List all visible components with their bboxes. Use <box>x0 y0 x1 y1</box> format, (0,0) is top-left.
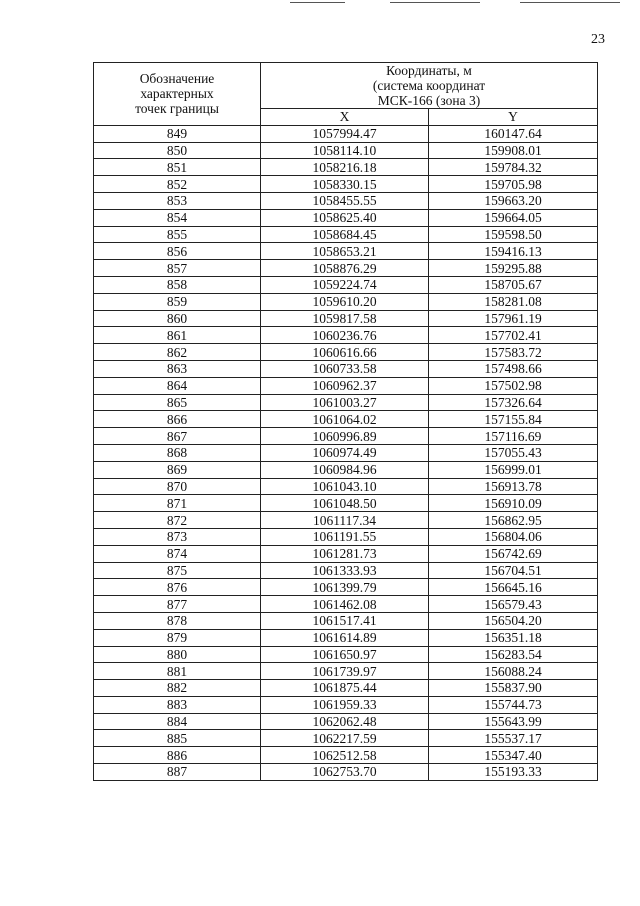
point-id-cell: 867 <box>94 428 261 445</box>
point-id-cell: 882 <box>94 680 261 697</box>
y-coordinate-cell: 157055.43 <box>429 444 598 461</box>
x-coordinate-cell: 1058114.10 <box>261 142 429 159</box>
y-coordinate-cell: 156504.20 <box>429 612 598 629</box>
table-row <box>94 276 598 293</box>
table-row <box>94 596 598 613</box>
table-row <box>94 360 598 377</box>
y-coordinate-cell: 159784.32 <box>429 159 598 176</box>
table-row <box>94 125 598 142</box>
table-row <box>94 629 598 646</box>
x-coordinate-cell: 1061003.27 <box>261 394 429 411</box>
x-coordinate-cell: 1058684.45 <box>261 226 429 243</box>
table-row <box>94 579 598 596</box>
table-row <box>94 646 598 663</box>
point-id-cell: 857 <box>94 260 261 277</box>
point-id-cell: 886 <box>94 747 261 764</box>
top-scan-line-2 <box>390 2 480 3</box>
point-id-cell: 881 <box>94 663 261 680</box>
point-id-cell: 878 <box>94 612 261 629</box>
header-coordinates: Координаты, м (система координат МСК-166 (зона 3) <box>261 63 598 109</box>
point-id-cell: 862 <box>94 344 261 361</box>
y-coordinate-cell: 156645.16 <box>429 579 598 596</box>
table-row <box>94 528 598 545</box>
x-coordinate-cell: 1061650.97 <box>261 646 429 663</box>
point-id-cell: 865 <box>94 394 261 411</box>
point-id-cell: 873 <box>94 528 261 545</box>
point-id-cell: 866 <box>94 411 261 428</box>
y-coordinate-cell: 157326.64 <box>429 394 598 411</box>
y-coordinate-cell: 159705.98 <box>429 176 598 193</box>
y-coordinate-cell: 159663.20 <box>429 192 598 209</box>
x-coordinate-cell: 1061281.73 <box>261 545 429 562</box>
point-id-cell: 868 <box>94 444 261 461</box>
y-coordinate-cell: 159295.88 <box>429 260 598 277</box>
table-row <box>94 159 598 176</box>
point-id-cell: 869 <box>94 461 261 478</box>
table-row <box>94 495 598 512</box>
table-row <box>94 747 598 764</box>
table-row <box>94 327 598 344</box>
y-coordinate-cell: 157155.84 <box>429 411 598 428</box>
table-row <box>94 411 598 428</box>
x-coordinate-cell: 1060616.66 <box>261 344 429 361</box>
point-id-cell: 879 <box>94 629 261 646</box>
x-coordinate-cell: 1060996.89 <box>261 428 429 445</box>
point-id-cell: 858 <box>94 276 261 293</box>
table-row <box>94 226 598 243</box>
x-coordinate-cell: 1061462.08 <box>261 596 429 613</box>
y-coordinate-cell: 155193.33 <box>429 764 598 781</box>
x-coordinate-cell: 1061739.97 <box>261 663 429 680</box>
point-id-cell: 853 <box>94 192 261 209</box>
y-coordinate-cell: 155537.17 <box>429 730 598 747</box>
y-coordinate-cell: 155837.90 <box>429 680 598 697</box>
y-coordinate-cell: 157702.41 <box>429 327 598 344</box>
y-coordinate-cell: 156283.54 <box>429 646 598 663</box>
x-coordinate-cell: 1062512.58 <box>261 747 429 764</box>
table-row <box>94 192 598 209</box>
x-coordinate-cell: 1061399.79 <box>261 579 429 596</box>
y-coordinate-cell: 159416.13 <box>429 243 598 260</box>
point-id-cell: 851 <box>94 159 261 176</box>
x-coordinate-cell: 1061064.02 <box>261 411 429 428</box>
x-coordinate-cell: 1058876.29 <box>261 260 429 277</box>
y-coordinate-cell: 157502.98 <box>429 377 598 394</box>
x-coordinate-cell: 1061117.34 <box>261 512 429 529</box>
y-coordinate-cell: 158705.67 <box>429 276 598 293</box>
point-id-cell: 872 <box>94 512 261 529</box>
x-coordinate-cell: 1061875.44 <box>261 680 429 697</box>
table-row <box>94 142 598 159</box>
table-row <box>94 461 598 478</box>
table-row <box>94 545 598 562</box>
point-id-cell: 876 <box>94 579 261 596</box>
x-coordinate-cell: 1060733.58 <box>261 360 429 377</box>
x-coordinate-cell: 1059610.20 <box>261 293 429 310</box>
point-id-cell: 885 <box>94 730 261 747</box>
x-coordinate-cell: 1060236.76 <box>261 327 429 344</box>
header-y: Y <box>429 109 598 126</box>
point-id-cell: 861 <box>94 327 261 344</box>
y-coordinate-cell: 155744.73 <box>429 696 598 713</box>
point-id-cell: 850 <box>94 142 261 159</box>
point-id-cell: 864 <box>94 377 261 394</box>
x-coordinate-cell: 1058455.55 <box>261 192 429 209</box>
y-coordinate-cell: 159908.01 <box>429 142 598 159</box>
table-row <box>94 260 598 277</box>
header-x: X <box>261 109 429 126</box>
point-id-cell: 874 <box>94 545 261 562</box>
y-coordinate-cell: 156804.06 <box>429 528 598 545</box>
x-coordinate-cell: 1059224.74 <box>261 276 429 293</box>
table-row <box>94 444 598 461</box>
table-row <box>94 562 598 579</box>
y-coordinate-cell: 156742.69 <box>429 545 598 562</box>
table-row <box>94 696 598 713</box>
point-id-cell: 870 <box>94 478 261 495</box>
table-row <box>94 310 598 327</box>
point-id-cell: 880 <box>94 646 261 663</box>
y-coordinate-cell: 158281.08 <box>429 293 598 310</box>
table-row <box>94 713 598 730</box>
y-coordinate-cell: 156579.43 <box>429 596 598 613</box>
y-coordinate-cell: 157498.66 <box>429 360 598 377</box>
table-row <box>94 293 598 310</box>
y-coordinate-cell: 156862.95 <box>429 512 598 529</box>
x-coordinate-cell: 1058216.18 <box>261 159 429 176</box>
table-row <box>94 394 598 411</box>
y-coordinate-cell: 156999.01 <box>429 461 598 478</box>
y-coordinate-cell: 156351.18 <box>429 629 598 646</box>
x-coordinate-cell: 1062062.48 <box>261 713 429 730</box>
point-id-cell: 884 <box>94 713 261 730</box>
y-coordinate-cell: 155643.99 <box>429 713 598 730</box>
point-id-cell: 852 <box>94 176 261 193</box>
table-row <box>94 663 598 680</box>
y-coordinate-cell: 159664.05 <box>429 209 598 226</box>
x-coordinate-cell: 1058625.40 <box>261 209 429 226</box>
table-row <box>94 377 598 394</box>
x-coordinate-cell: 1062753.70 <box>261 764 429 781</box>
point-id-cell: 871 <box>94 495 261 512</box>
x-coordinate-cell: 1061959.33 <box>261 696 429 713</box>
point-id-cell: 863 <box>94 360 261 377</box>
x-coordinate-cell: 1060974.49 <box>261 444 429 461</box>
x-coordinate-cell: 1057994.47 <box>261 125 429 142</box>
y-coordinate-cell: 155347.40 <box>429 747 598 764</box>
point-id-cell: 875 <box>94 562 261 579</box>
y-coordinate-cell: 156704.51 <box>429 562 598 579</box>
coordinates-table <box>93 62 598 781</box>
point-id-cell: 887 <box>94 764 261 781</box>
table-body <box>94 125 598 780</box>
table-row <box>94 680 598 697</box>
point-id-cell: 854 <box>94 209 261 226</box>
table-row <box>94 478 598 495</box>
point-id-cell: 860 <box>94 310 261 327</box>
x-coordinate-cell: 1061517.41 <box>261 612 429 629</box>
x-coordinate-cell: 1058330.15 <box>261 176 429 193</box>
x-coordinate-cell: 1061048.50 <box>261 495 429 512</box>
y-coordinate-cell: 157116.69 <box>429 428 598 445</box>
point-id-cell: 856 <box>94 243 261 260</box>
point-id-cell: 855 <box>94 226 261 243</box>
x-coordinate-cell: 1058653.21 <box>261 243 429 260</box>
x-coordinate-cell: 1061614.89 <box>261 629 429 646</box>
table-row <box>94 428 598 445</box>
point-id-cell: 859 <box>94 293 261 310</box>
y-coordinate-cell: 156088.24 <box>429 663 598 680</box>
y-coordinate-cell: 157583.72 <box>429 344 598 361</box>
x-coordinate-cell: 1061191.55 <box>261 528 429 545</box>
top-scan-line-3 <box>520 2 620 3</box>
table-row <box>94 176 598 193</box>
table-row <box>94 612 598 629</box>
x-coordinate-cell: 1059817.58 <box>261 310 429 327</box>
page-number: 23 <box>591 32 605 47</box>
table-row <box>94 730 598 747</box>
y-coordinate-cell: 156913.78 <box>429 478 598 495</box>
y-coordinate-cell: 157961.19 <box>429 310 598 327</box>
table-row <box>94 344 598 361</box>
point-id-cell: 883 <box>94 696 261 713</box>
y-coordinate-cell: 156910.09 <box>429 495 598 512</box>
point-id-cell: 849 <box>94 125 261 142</box>
x-coordinate-cell: 1061333.93 <box>261 562 429 579</box>
y-coordinate-cell: 159598.50 <box>429 226 598 243</box>
point-id-cell: 877 <box>94 596 261 613</box>
x-coordinate-cell: 1060984.96 <box>261 461 429 478</box>
table-row <box>94 512 598 529</box>
y-coordinate-cell: 160147.64 <box>429 125 598 142</box>
x-coordinate-cell: 1060962.37 <box>261 377 429 394</box>
top-scan-line-1 <box>290 2 345 3</box>
table-row <box>94 243 598 260</box>
table-row <box>94 764 598 781</box>
header-points: Обозначение характерных точек границы <box>94 63 261 126</box>
table-row <box>94 209 598 226</box>
x-coordinate-cell: 1062217.59 <box>261 730 429 747</box>
x-coordinate-cell: 1061043.10 <box>261 478 429 495</box>
